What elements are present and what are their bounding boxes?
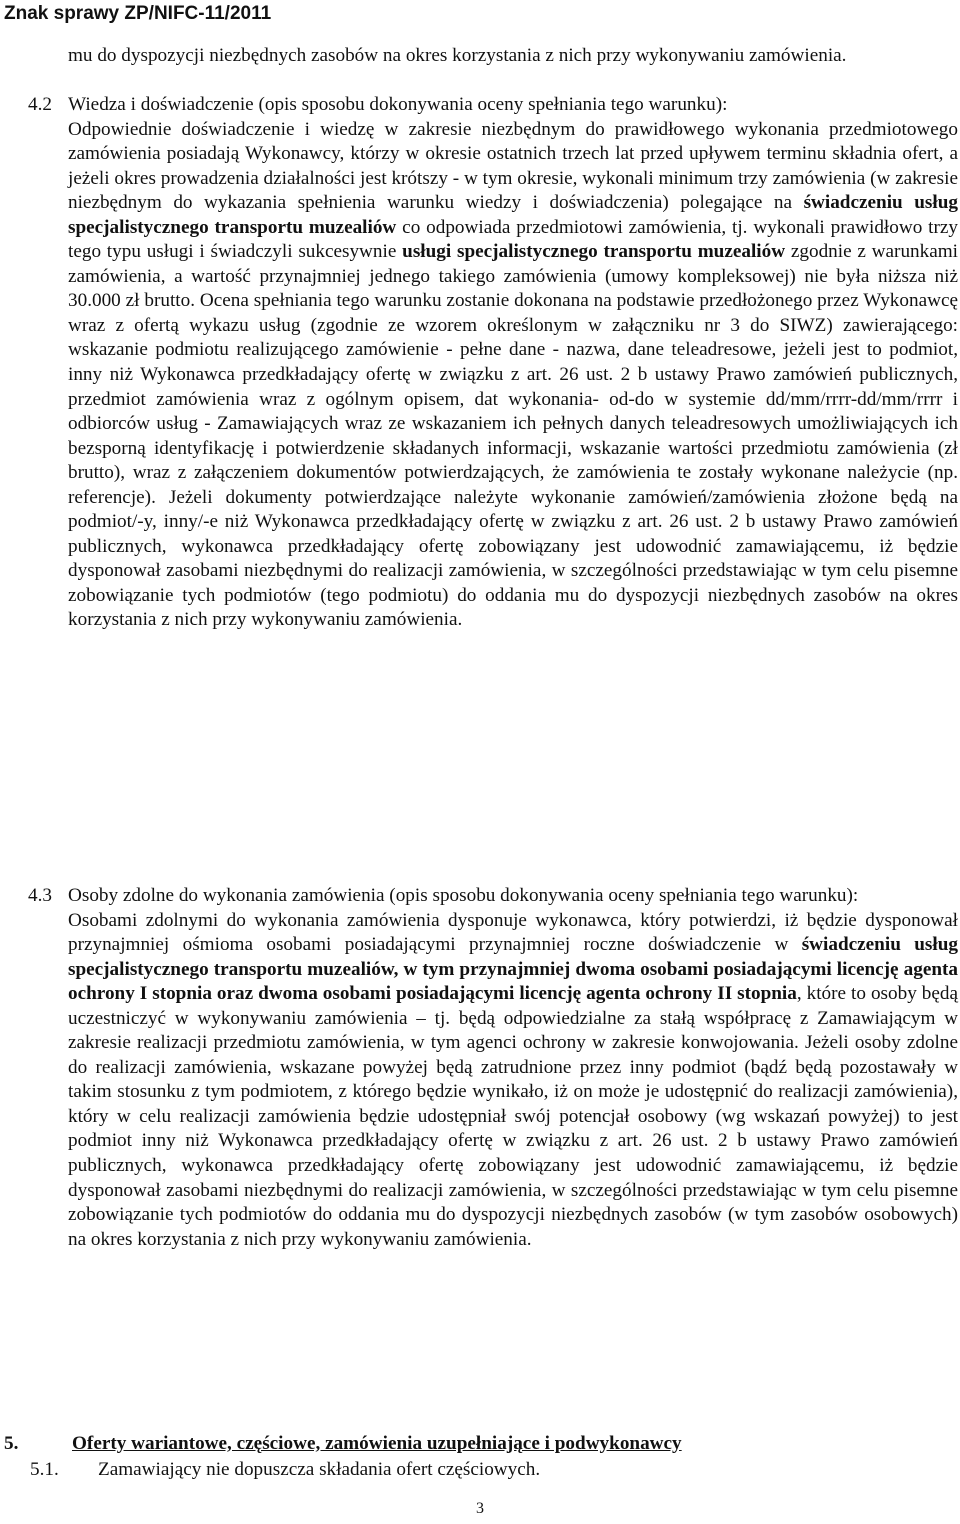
section-5-heading — [4, 1431, 834, 1457]
bold-text: świadczeniu usług specjalistycznego transportu muzealiów, w tym przynajmniej dwoma osobami posiadającymi licencję agenta ochrony I stopnia oraz dwoma osobami posiadającymi licencję agenta ochrony II stopnia — [68, 934, 958, 1005]
section-4-3-number: 4.3 — [28, 885, 52, 906]
section-4-2-number: 4.2 — [28, 94, 52, 115]
section-5-number: 5. — [4, 1433, 19, 1454]
section-5-1-number: 5.1. — [30, 1459, 59, 1480]
bold-text: usługi specjalistycznego transportu muzealiów — [402, 241, 786, 263]
section-4-2-title: Wiedza i doświadczenie (opis sposobu dokonywania oceny spełniania tego warunku): — [68, 94, 728, 115]
section-4-3 — [68, 884, 958, 1252]
section-4-2-body — [68, 118, 958, 633]
body-text: zgodnie z warunkami zamówienia, a wartość przynajmniej jednego takiego zamówienia (umowy kompleksowej) nie była niższa niż 30.000 zł brutto. Ocena spełniania tego warunku zostanie dokonana na podstawie przedłożonego przez Wykonawcę wraz z ofertą wykazu usług (zgodnie ze wzorem określonym w załączniku nr 3 do SIWZ) zawierającego: wskazanie podmiotu realizującego zamówienie - pełne dane - nazwa, dane teleadresowe, jeżeli jest to podmiot, inny niż Wykonawca przedkładający ofertę w związku z art. 26 ust. 2 b ustawy Prawo zamówień publicznych, przedmiot zamówienia wraz z ogólnym opisem, dat wykonania- od-do w systemie dd/mm/rrrr-dd/mm/rrrr i odbiorców usług - Zamawiających wraz ze wskazaniem ich pełnych danych teleadresowych umożliwiających ich bezsporną identyfikację i potwierdzenie składanych informacji, wskazanie wartości przedmiotu zamówienia (zł brutto), wraz z załączeniem dokumentów potwierdzających, że zamówienia te zostały wykonane należycie (np. referencje). Jeżeli dokumenty potwierdzające należyte wykonanie zamówień/zamówienia złożone będą na podmiot/-y, inny/-e niż Wykonawca przedkładający ofertę w związku z art. 26 ust. 2 b ustawy Prawo zamówień publicznych, wykonawca przedkładający ofertę zobowiązany jest udowodnić zamawiającemu, iż będzie dysponował zasobami niezbędnymi do realizacji zamówienia, w szczególności przedstawiając w tym celu pisemne zobowiązanie tych podmiotów (tego podmiotu) do oddania mu do dyspozycji niezbędnych zasobów na okres korzystania z nich przy wykonywaniu zamówienia. — [68, 241, 958, 631]
bold-text: świadczeniu usług specjalistycznego transportu muzealiów — [68, 192, 958, 238]
section-4-3-body — [68, 909, 958, 1253]
section-4-3-title: Osoby zdolne do wykonania zamówienia (opis sposobu dokonywania oceny spełniania tego warunku): — [68, 885, 859, 906]
section-5-1-text: Zamawiający nie dopuszcza składania ofert częściowych. — [98, 1459, 541, 1480]
section-5-title: Oferty wariantowe, częściowe, zamówienia uzupełniające i podwykonawcy — [72, 1433, 682, 1454]
page-number: 3 — [476, 1500, 484, 1517]
section-5-1 — [30, 1457, 540, 1483]
body-text: Osobami zdolnymi do wykonania zamówienia dysponuje wykonawca, który potwierdzi, iż będzie dysponował przynajmniej ośmioma osobami posiadającymi przynajmniej roczne doświadczenie w — [68, 909, 958, 956]
case-number-header: Znak sprawy ZP/NIFC-11/2011 — [4, 3, 272, 24]
intro-paragraph: mu do dyspozycji niezbędnych zasobów na okres korzystania z nich przy wykonywaniu zamówienia. — [68, 45, 847, 66]
section-4-2 — [68, 93, 958, 633]
body-text: Odpowiednie doświadczenie i wiedzę w zakresie niezbędnym do prawidłowego wykonania przedmiotowego zamówienia posiadają Wykonawcy, którzy w okresie ostatnich trzech lat przed upływem terminu składnia ofert, a jeżeli okres prowadzenia działalności jest krótszy - w tym okresie, wykonali minimum trzy zamówienia (w zakresie niezbędnym do wykazania spełnienia warunku wiedzy i doświadczenia) polegające na — [68, 118, 958, 214]
body-text: co odpowiada przedmiotowi zamówienia, tj. wykonali prawidłowo trzy tego typu usługi i świadczyli sukcesywnie — [68, 216, 958, 263]
body-text: , które to osoby będą uczestniczyć w wykonywaniu zamówienia – tj. będą odpowiedzialne za stałą współpracę z Zamawiającym w zakresie realizacji przedmiotu zamówienia, w tym agenci ochrony w zakresie konwojowania. Jeżeli osoby zdolne do realizacji zamówienia, wskazane powyżej będą zatrudnione przez inny podmiot (bądź będą pozostawały w takim stosunku z tym podmiotem, z którego będzie wynikało, iż on może je udostępnić do realizacji zamówienia), który w celu realizacji zamówienia będzie udostępniał swój potencjał osobowy (wg wskazań powyżej) to jest podmiot inny niż Wykonawca przedkładający ofertę w związku z art. 26 ust. 2 b ustawy Prawo zamówień publicznych, wykonawca przedkładający ofertę zobowiązany jest udowodnić zamawiającemu, iż będzie dysponował zasobami niezbędnymi do realizacji zamówienia, w szczególności przedstawiając w tym celu pisemne zobowiązanie tych podmiotów do oddania mu do dyspozycji niezbędnych zasobów (w tym zasobów osobowych) na okres korzystania z nich przy wykonywaniu zamówienia. — [68, 983, 958, 1250]
